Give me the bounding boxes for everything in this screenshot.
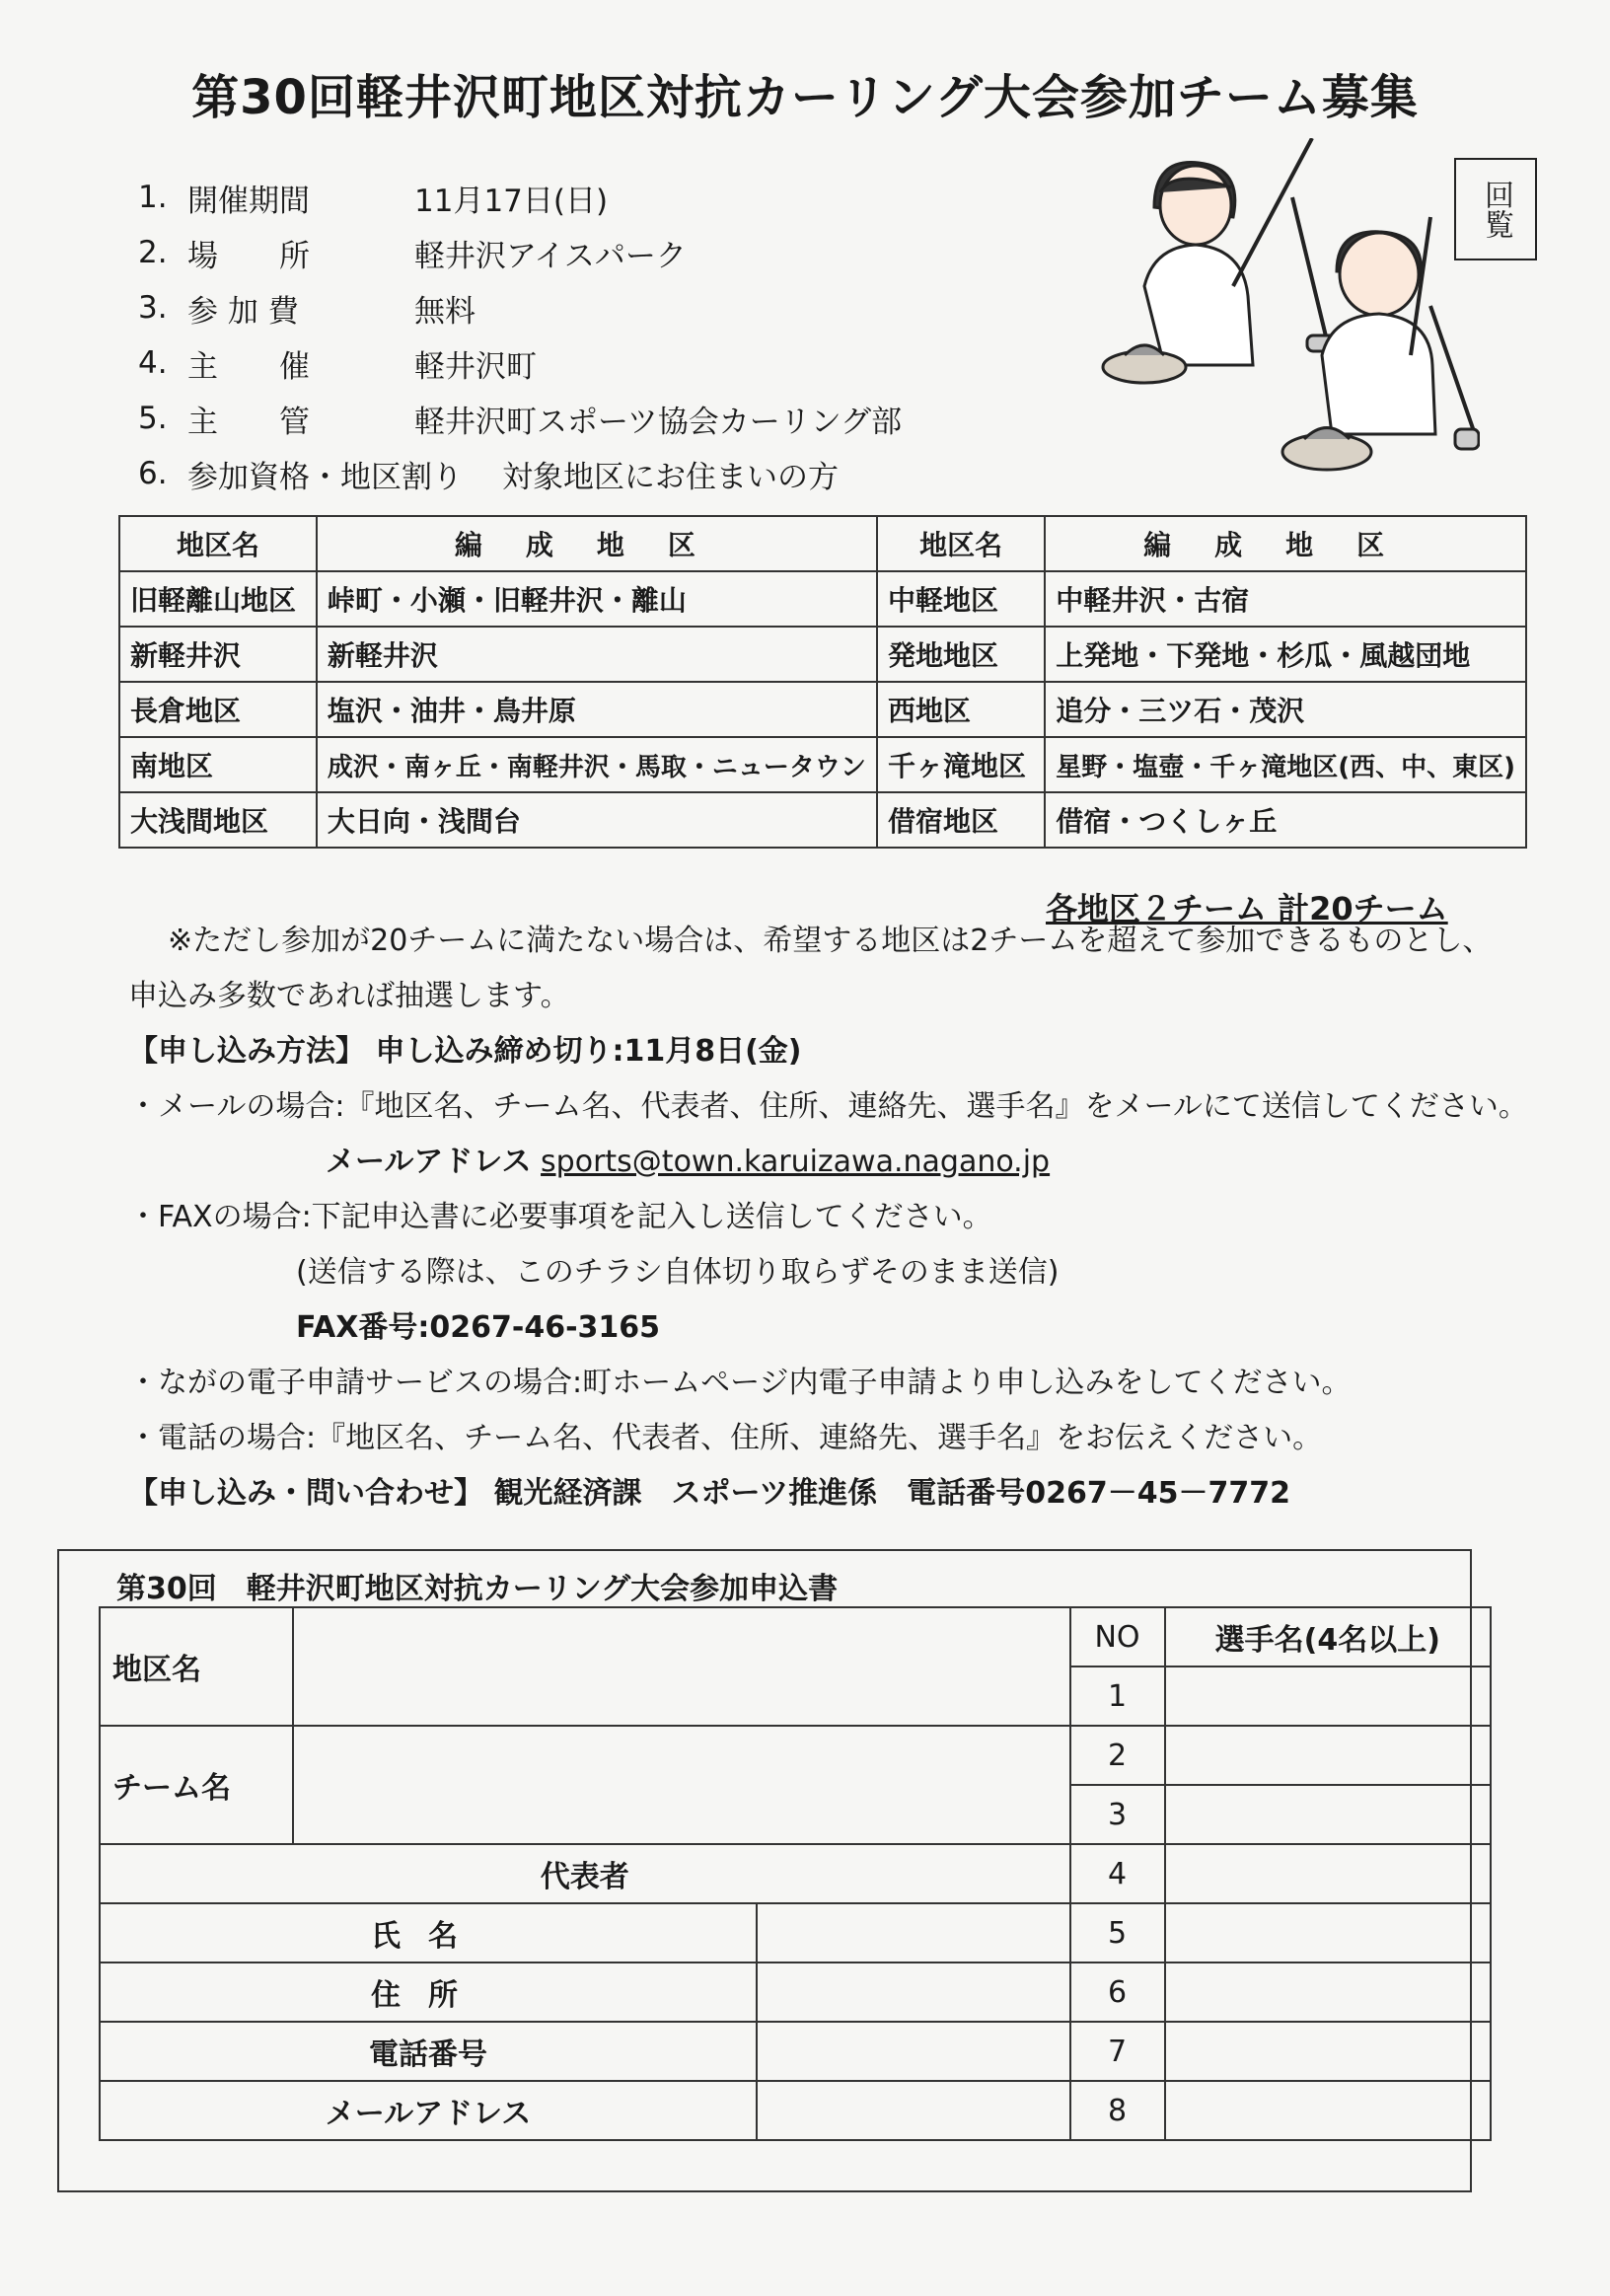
email-field[interactable] [757, 2081, 1069, 2140]
table-row: 大浅間地区 大日向・浅間台 借宿地区 借宿・つくしヶ丘 [119, 792, 1526, 848]
table-row: 長倉地区 塩沢・油井・鳥井原 西地区 追分・三ツ石・茂沢 [119, 682, 1526, 737]
no-header: NO [1070, 1607, 1165, 1666]
phone-label: 電話番号 [100, 2022, 757, 2081]
table-row: 南地区 成沢・南ヶ丘・南軽井沢・馬取・ニュータウン 千ヶ滝地区 星野・塩壺・千ヶ滝地区(西、中、東区) [119, 737, 1526, 792]
player-field[interactable] [1165, 2081, 1491, 2140]
table-row: 旧軽離山地区 峠町・小瀬・旧軽井沢・離山 中軽地区 中軽井沢・古宿 [119, 571, 1526, 627]
representative-label: 代表者 [100, 1844, 1070, 1903]
method-heading: 【申し込み方法】 申し込み締め切り:11月8日(金) [128, 1034, 802, 1069]
mail-address-line: メールアドレス sports@town.karuizawa.nagano.jp [326, 1145, 1051, 1179]
player-girl-figure [1103, 138, 1352, 383]
team-label: チーム名 [100, 1726, 293, 1844]
info-row: 6. 参加資格・地区割り 対象地区にお住まいの方 [138, 456, 839, 495]
district-label: 地区名 [100, 1607, 293, 1726]
team-count-summary: 各地区２チーム 計20チーム [1046, 890, 1448, 927]
note-line: ※ただし参加が20チームに満たない場合は、希望する地区は2チームを超えて参加できるものとし、 [168, 924, 1493, 958]
application-form-table: 地区名 NO 選手名(4名以上) 1 チーム名 2 3 代表者 4 氏名 5 住所 6 電話番号 7 メールアドレス 8 [99, 1606, 1492, 2141]
page-title: 第30回軽井沢町地区対抗カーリング大会参加チーム募集 [191, 70, 1419, 125]
fax-note: (送信する際は、このチラシ自体切り取らずそのまま送信) [296, 1255, 1060, 1290]
info-row: 4. 主 催 軽井沢町 [138, 345, 537, 385]
address-label: 住所 [100, 1963, 757, 2022]
contact-line: 【申し込み・問い合わせ】 観光経済課 スポーツ推進係 電話番号0267－45－7772 [128, 1476, 1290, 1511]
application-details [128, 914, 1529, 1521]
player-field[interactable] [1165, 1726, 1491, 1785]
player-field[interactable] [1165, 1844, 1491, 1903]
email-label: メールアドレス [100, 2081, 757, 2140]
info-row: 1. 開催期間 11月17日(日) [138, 180, 609, 219]
circulation-stamp: 回覧 [1454, 158, 1537, 260]
fax-instruction: ・FAXの場合:下記申込書に必要事項を記入し送信してください。 [128, 1200, 992, 1234]
info-row: 3. 参 加 費 無料 [138, 290, 476, 330]
players-header: 選手名(4名以上) [1165, 1607, 1491, 1666]
application-form-title: 第30回 軽井沢町地区対抗カーリング大会参加申込書 [116, 1572, 839, 1606]
district-table [118, 515, 1527, 849]
player-field[interactable] [1165, 1785, 1491, 1844]
name-field[interactable] [757, 1903, 1069, 1963]
player-field[interactable] [1165, 2022, 1491, 2081]
team-field[interactable] [293, 1726, 1070, 1844]
fax-number: FAX番号:0267-46-3165 [296, 1310, 661, 1345]
player-field[interactable] [1165, 1963, 1491, 2022]
nagano-instruction: ・ながの電子申請サービスの場合:町ホームページ内電子申請より申し込みをしてください。 [128, 1366, 1352, 1400]
email-link[interactable]: sports@town.karuizawa.nagano.jp [541, 1145, 1051, 1179]
name-label: 氏名 [100, 1903, 757, 1963]
event-info-list [138, 170, 902, 501]
note-line: 申込み多数であれば抽選します。 [128, 979, 570, 1013]
player-field[interactable] [1165, 1903, 1491, 1963]
curling-players-illustration [1085, 138, 1480, 493]
district-field[interactable] [293, 1607, 1070, 1726]
info-row: 2. 場 所 軽井沢アイスパーク [138, 235, 687, 274]
district-table-header: 地区名 編成地区 地区名 編成地区 [119, 516, 1526, 571]
address-field[interactable] [757, 1963, 1069, 2022]
info-row: 5. 主 管 軽井沢町スポーツ協会カーリング部 [138, 401, 903, 440]
player-field[interactable] [1165, 1666, 1491, 1726]
mail-instruction: ・メールの場合:『地区名、チーム名、代表者、住所、連絡先、選手名』をメールにて送信してください。 [128, 1089, 1528, 1124]
phone-field[interactable] [757, 2022, 1069, 2081]
table-row: 新軽井沢 新軽井沢 発地地区 上発地・下発地・杉瓜・風越団地 [119, 627, 1526, 682]
phone-instruction: ・電話の場合:『地区名、チーム名、代表者、住所、連絡先、選手名』をお伝えください。 [128, 1421, 1323, 1455]
